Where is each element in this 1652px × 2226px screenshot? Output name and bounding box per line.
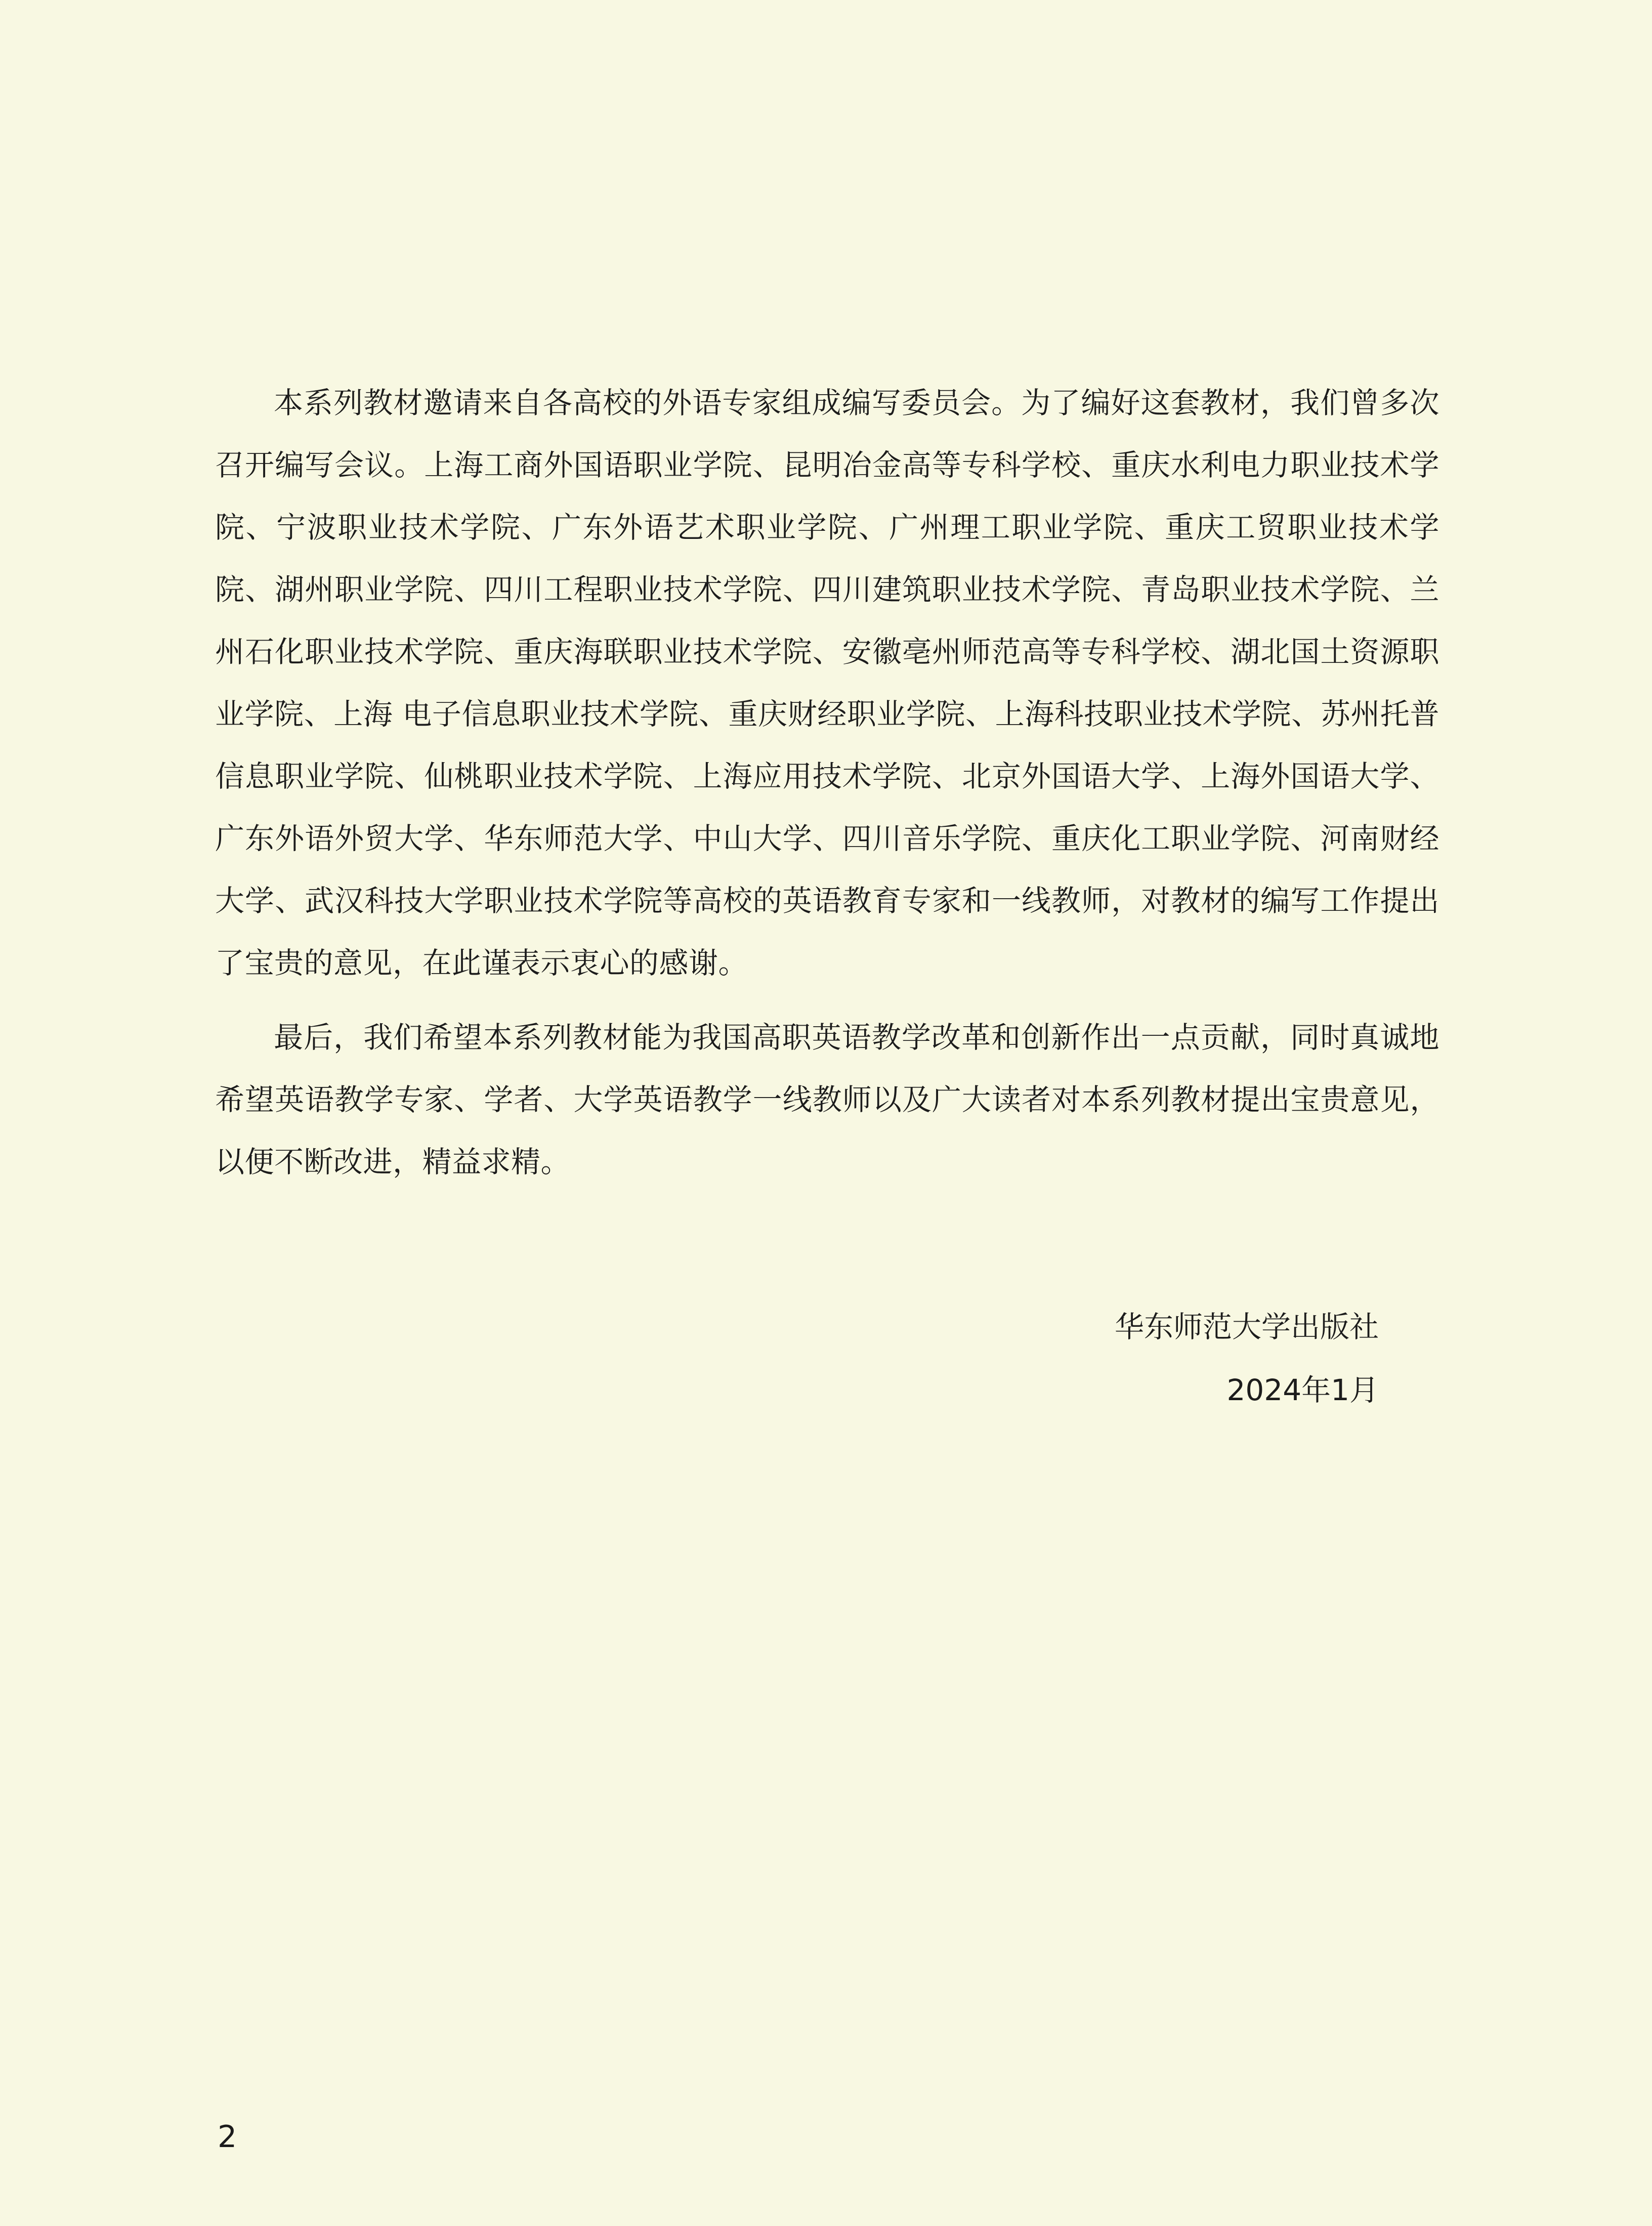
page-number: 2 xyxy=(218,2119,237,2155)
paragraph-acknowledgement: 本系列教材邀请来自各高校的外语专家组成编写委员会。为了编好这套教材，我们曾多次召开编写会议。上海工商外国语职业学院、昆明冶金高等专科学校、重庆水利电力职业技术学院、宁波职业技术学院、广东外语艺术职业学院、广州理工职业学院、重庆工贸职业技术学院、湖州职业学院、四川工程职业技术学院、四川建筑职业技术学院、青岛职业技术学院、兰州石化职业技术学院、重庆海联职业技术学院、安徽亳州师范高等专科学校、湖北国土资源职业学院、上海 电子信息职业技术学院、重庆财经职业学院、上海科技职业技术学院、苏州托普信息职业学院、仙桃职业技术学院、上海应用技术学院、北京外国语大学、上海外国语大学、广东外语外贸大学、华东师范大学、中山大学、四川音乐学院、重庆化工职业学院、河南财经大学、武汉科技大学职业技术学院等高校的英语教育专家和一线教师，对教材的编写工作提出了宝贵的意见，在此谨表示衷心的感谢。 xyxy=(215,386,1439,980)
body-text xyxy=(215,372,1439,1193)
signature-block xyxy=(1115,1295,1379,1422)
paragraph-closing: 最后，我们希望本系列教材能为我国高职英语教学改革和创新作出一点贡献，同时真诚地希望英语教学专家、学者、大学英语教学一线教师以及广大读者对本系列教材提出宝贵意见，以便不断改进，精益求精。 xyxy=(215,1020,1439,1179)
publisher-name: 华东师范大学出版社 xyxy=(1114,1310,1379,1344)
publication-date: 2024年1月 xyxy=(1226,1373,1379,1407)
